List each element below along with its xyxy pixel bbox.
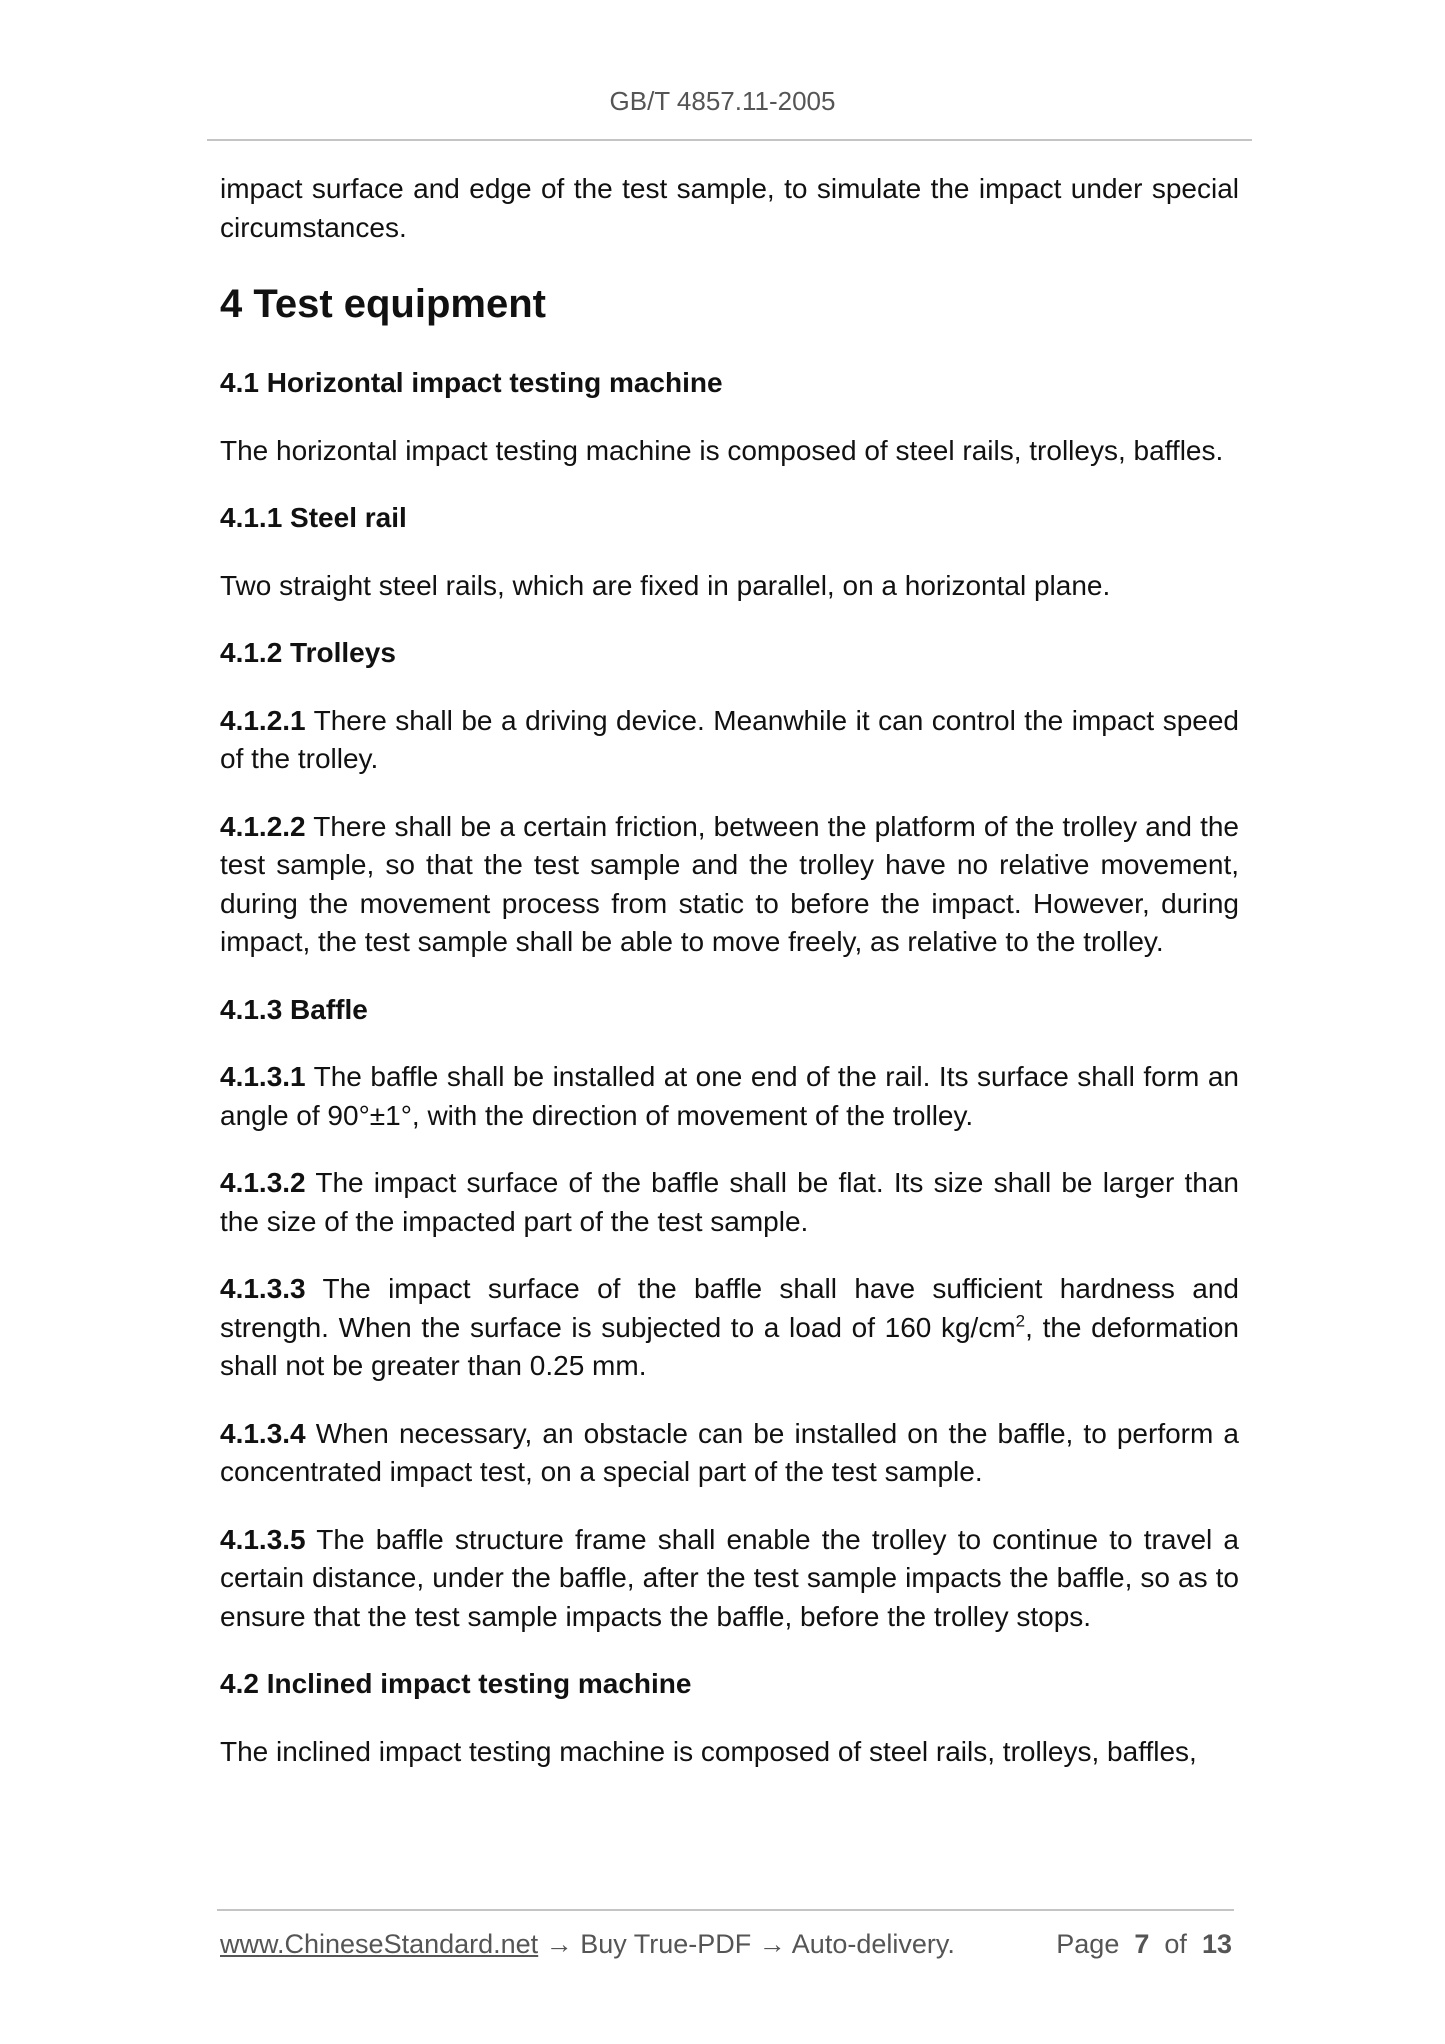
section-4-1-paragraph: The horizontal impact testing machine is composed of steel rails, trolleys, baffles. <box>220 434 1224 466</box>
clause-4-1-2-1 <box>220 702 1239 779</box>
superscript: 2 <box>1015 1311 1026 1331</box>
footer-buy-text: Buy True-PDF <box>580 1929 752 1959</box>
section-4-1-2-heading: 4.1.2 Trolleys <box>220 637 396 668</box>
total-pages-number: 13 <box>1201 1929 1232 1959</box>
section-4-1-heading: 4.1 Horizontal impact testing machine <box>220 367 723 398</box>
clause-text: There shall be a certain friction, between the platform of the trolley and the test sample, so that the test sample and the trolley have no relative movement, during the movement process from static to before the impact. However, during impact, the test sample shall be able to move freely, as relative to the trolley. <box>220 810 1239 957</box>
clause-number: 4.1.3.3 <box>220 1273 306 1304</box>
clause-4-1-3-2 <box>220 1164 1239 1241</box>
section-4-1-3-heading: 4.1.3 Baffle <box>220 993 368 1025</box>
clause-4-1-3-3 <box>220 1270 1239 1386</box>
arrow-icon: → <box>545 1929 573 1959</box>
clause-number: 4.1.3.2 <box>220 1167 306 1198</box>
clause-4-1-3-1 <box>220 1058 1239 1135</box>
clause-number: 4.1.3.4 <box>220 1417 306 1449</box>
section-4-1-1-heading: 4.1.1 Steel rail <box>220 502 407 533</box>
clause-text: The baffle shall be installed at one end of the rail. Its surface shall form an angle of 90°±1°, with the direction of movement of the trolley. <box>220 1061 1239 1131</box>
footer-promo <box>220 1929 955 1960</box>
page-indicator <box>1056 1929 1232 1960</box>
clause-text: There shall be a driving device. Meanwhile it can control the impact speed of the trolley. <box>220 704 1239 774</box>
of-label: of <box>1164 1929 1187 1959</box>
section-4-2-paragraph: The inclined impact testing machine is composed of steel rails, trolleys, baffles, <box>220 1735 1197 1767</box>
section-4-1-1-paragraph: Two straight steel rails, which are fixed in parallel, on a horizontal plane. <box>220 569 1111 601</box>
header-divider <box>207 139 1252 141</box>
clause-number: 4.1.2.1 <box>220 704 306 736</box>
page-header-title: GB/T 4857.11-2005 <box>609 86 836 116</box>
clause-number: 4.1.3.5 <box>220 1523 306 1555</box>
arrow-icon: → <box>758 1929 786 1959</box>
footer-delivery-text: Auto-delivery. <box>791 1929 955 1959</box>
clause-text: The baffle structure frame shall enable the trolley to continue to travel a certain distance, under the baffle, after the test sample impacts the baffle, so as to ensure that the test sample impacts the baffle, before the trolley stops. <box>220 1523 1239 1632</box>
page-footer <box>220 1929 1232 1969</box>
clause-text: The impact surface of the baffle shall have sufficient hardness and strength. When the surface is subjected to a load of 160 kg/cm <box>220 1273 1239 1343</box>
section-4-heading: 4 Test equipment <box>220 282 546 326</box>
clause-text-cont: , the deformation shall not be greater than 0.25 mm. <box>220 1311 1240 1381</box>
page-label: Page <box>1056 1929 1120 1959</box>
clause-number: 4.1.3.1 <box>220 1061 306 1092</box>
clause-4-1-3-4 <box>220 1415 1239 1492</box>
footer-divider <box>217 1909 1234 1911</box>
current-page-number: 7 <box>1134 1929 1150 1959</box>
clause-4-1-3-5 <box>220 1521 1239 1637</box>
clause-number: 4.1.2.2 <box>220 810 306 842</box>
website-link[interactable]: www.ChineseStandard.net <box>220 1929 539 1959</box>
clause-4-1-2-2 <box>220 808 1239 962</box>
clause-text: The impact surface of the baffle shall be flat. Its size shall be larger than the size of the impacted part of the test sample. <box>220 1167 1239 1237</box>
intro-paragraph: impact surface and edge of the test sample, to simulate the impact under special circumstances. <box>220 173 1239 243</box>
document-body <box>220 170 1239 1800</box>
section-4-2-heading: 4.2 Inclined impact testing machine <box>220 1668 692 1699</box>
clause-text: When necessary, an obstacle can be installed on the baffle, to perform a concentrated impact test, on a special part of the test sample. <box>220 1417 1239 1487</box>
